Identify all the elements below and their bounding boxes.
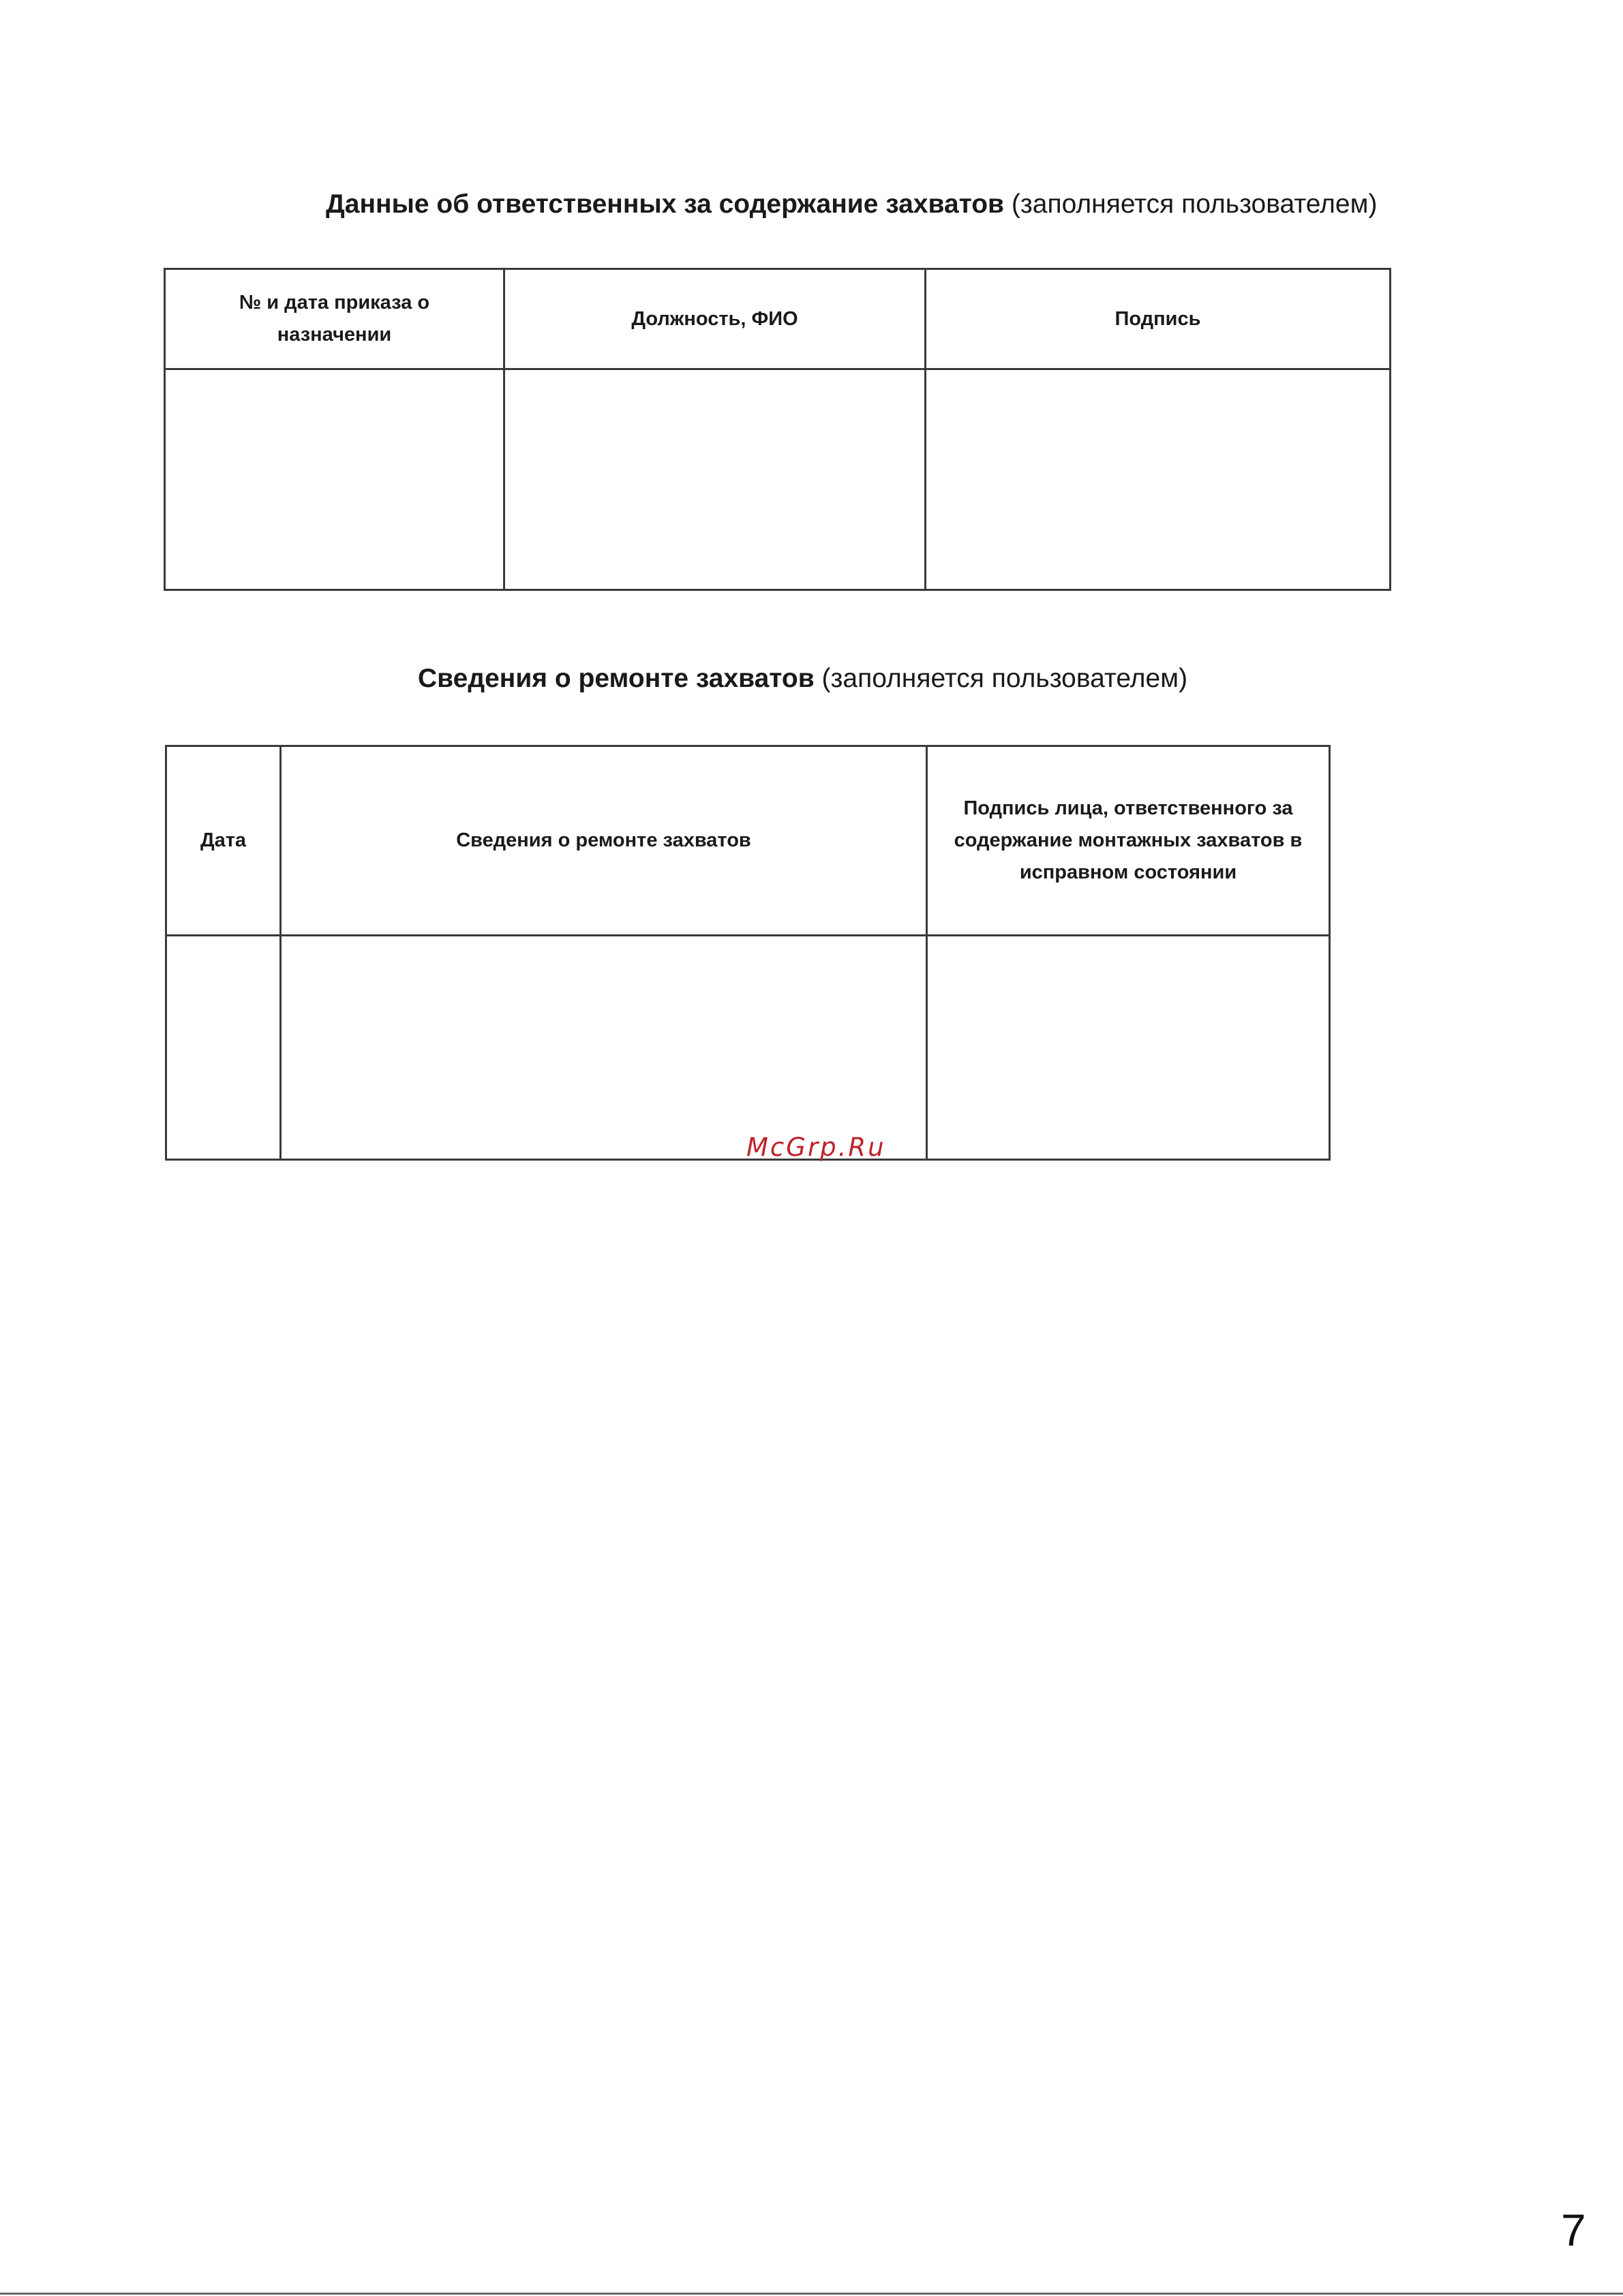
watermark-text: McGrp.Ru [746, 1133, 886, 1162]
repair-records-table [165, 745, 1331, 1161]
column-header-signature: Подпись [926, 269, 1391, 369]
page-number: 7 [1561, 2205, 1586, 2255]
responsible-persons-table [164, 268, 1391, 591]
table-row [166, 936, 1330, 1160]
section-2-title: Сведения о ремонте захватов [418, 664, 815, 693]
section-2-heading [418, 662, 1187, 695]
table-header-row [165, 269, 1391, 369]
section-2-note: (заполняется пользователем) [821, 664, 1188, 693]
column-header-responsible-signature [927, 746, 1330, 936]
table-cell-date[interactable] [166, 936, 281, 1160]
table-cell-order-number[interactable] [165, 369, 504, 590]
table-cell-position-name[interactable] [504, 369, 926, 590]
table-cell-signature[interactable] [926, 369, 1391, 590]
column-header-date: Дата [166, 746, 281, 936]
section-1-title: Данные об ответственных за содержание захватов [326, 189, 1005, 219]
column-header-order-number-text: № и дата приказа о назначении [239, 292, 430, 346]
column-header-responsible-signature-text: Подпись лица, ответственного за содержание монтажных захватов в исправном состоянии [954, 797, 1303, 883]
column-header-order-number [165, 269, 504, 369]
table-cell-responsible-signature[interactable] [927, 936, 1330, 1160]
section-1-note: (заполняется пользователем) [1011, 189, 1378, 219]
section-1-heading [326, 188, 1377, 221]
table-header-row [166, 746, 1330, 936]
table-row [165, 369, 1391, 590]
column-header-position-name: Должность, ФИО [504, 269, 926, 369]
table-cell-repair-info[interactable] [281, 936, 927, 1160]
column-header-repair-info: Сведения о ремонте захватов [281, 746, 927, 936]
page-bottom-divider [0, 2293, 1623, 2295]
